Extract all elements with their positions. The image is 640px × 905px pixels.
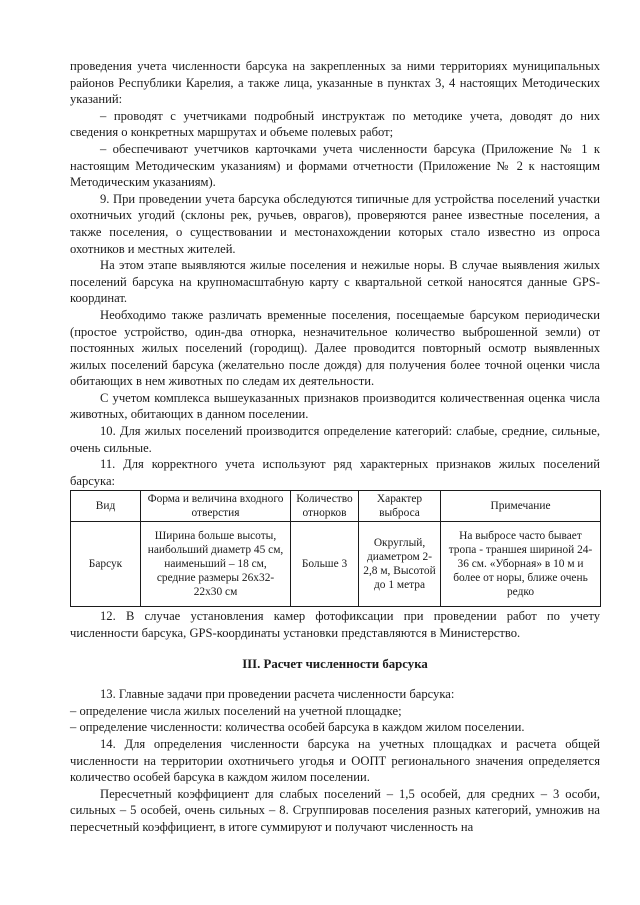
table-header-row xyxy=(71,491,601,522)
document-page xyxy=(70,58,600,836)
paragraph-distinguish: Необходимо также различать временные поселения, посещаемые барсуком периодически (простое устройство, один-два отнорка, незначительное количество выброшенной земли) от постоянных жилых поселений (городищ). Далее проводится повторный осмотр выявленных жилых поселений барсука (желательно после дождя) для получения более точной оценки числа обитающих в нем животных по следам их деятельности. xyxy=(70,307,600,389)
task-settlements: – определение числа жилых поселений на учетной площадке; xyxy=(70,703,402,718)
paragraph-11: 11. Для корректного учета используют ряд характерных признаков жилых поселений барсука: xyxy=(70,457,600,488)
cell-note: На выбросе часто бывает тропа - траншея шириной 24-36 см. «Уборная» в 10 м и более от норы, ближе очень редко xyxy=(441,522,601,607)
paragraph-9: 9. При проведении учета барсука обследуются типичные для устройства поселений участки охотничьих угодий (склоны рек, ручьев, оврагов), проверяются ранее известные поселения, а также поселения, о существовании и местонахождении которых стало известно из опроса охотников и местных жителей. xyxy=(70,191,600,256)
table-row xyxy=(71,522,601,607)
header-species: Вид xyxy=(71,491,141,522)
bullet-cards: – обеспечивают учетчиков карточками учета численности барсука (Приложение № 1 к настоящим Методическим указаниям) и формами отчетности (Приложение № 2 к настоящим Методическим указаниям). xyxy=(70,141,600,190)
header-entrance: Форма и величина входного отверстия xyxy=(141,491,291,522)
paragraph-13: 13. Главные задачи при проведении расчета численности барсука: xyxy=(100,687,455,702)
paragraph-10: 10. Для жилых поселений производится определение категорий: слабые, средние, сильные, очень сильные. xyxy=(70,424,600,455)
intro-continuation: проведения учета численности барсука на закрепленных за ними территориях муниципальных районов Республики Карелия, а также лица, указанные в пунктах 3, 4 настоящих Методических указаний: xyxy=(70,59,600,107)
cell-species: Барсук xyxy=(71,522,141,607)
paragraph-stage: На этом этапе выявляются жилые поселения и нежилые норы. В случае выявления жилых поселений барсука на крупномасштабную карту с квартальной сеткой наносятся данные GPS-координат. xyxy=(70,258,600,306)
signs-table xyxy=(70,490,601,607)
bullet-instruction: – проводят с учетчиками подробный инструктаж по методике учета, доводят до них сведения о конкретных маршрутах и объеме полевых работ; xyxy=(70,108,600,140)
cell-ejecta: Округлый, диаметром 2-2,8 м, Высотой до 1 метра xyxy=(359,522,441,607)
header-note: Примечание xyxy=(441,491,601,522)
paragraph-coefficient: Пересчетный коэффициент для слабых поселений – 1,5 особей, для средних – 3 особи, сильных – 5 особей, очень сильных – 8. Сгруппировав поселения разных категорий, умножив на пересчетный коэффициент, в итоге суммируют и получают численность на xyxy=(70,786,600,834)
task-abundance: – определение численности: количества особей барсука в каждом жилом поселении. xyxy=(70,720,525,735)
header-ejecta: Характер выброса xyxy=(359,491,441,522)
cell-entrance: Ширина больше высоты, наибольший диаметр 45 см, наименьший – 18 см, средние размеры 26х32-22х30 см xyxy=(141,522,291,607)
cell-burrows: Больше 3 xyxy=(291,522,359,607)
paragraph-12: 12. В случае установления камер фотофиксации при проведении работ по учету численности барсука, GPS-координаты установки представляются в Министерство. xyxy=(70,609,600,641)
paragraph-complex: С учетом комплекса вышеуказанных признаков производится количественная оценка числа животных, обитающих в данном поселении. xyxy=(70,390,600,422)
header-burrows: Количество отнорков xyxy=(291,491,359,522)
section-heading: III. Расчет численности барсука xyxy=(242,656,428,671)
paragraph-14: 14. Для определения численности барсука на учетных площадках и расчета общей численности на территории охотничьего угодья и ООПТ регионального значения определяется количество особей барсука в каждом жилом поселении. xyxy=(70,737,600,785)
